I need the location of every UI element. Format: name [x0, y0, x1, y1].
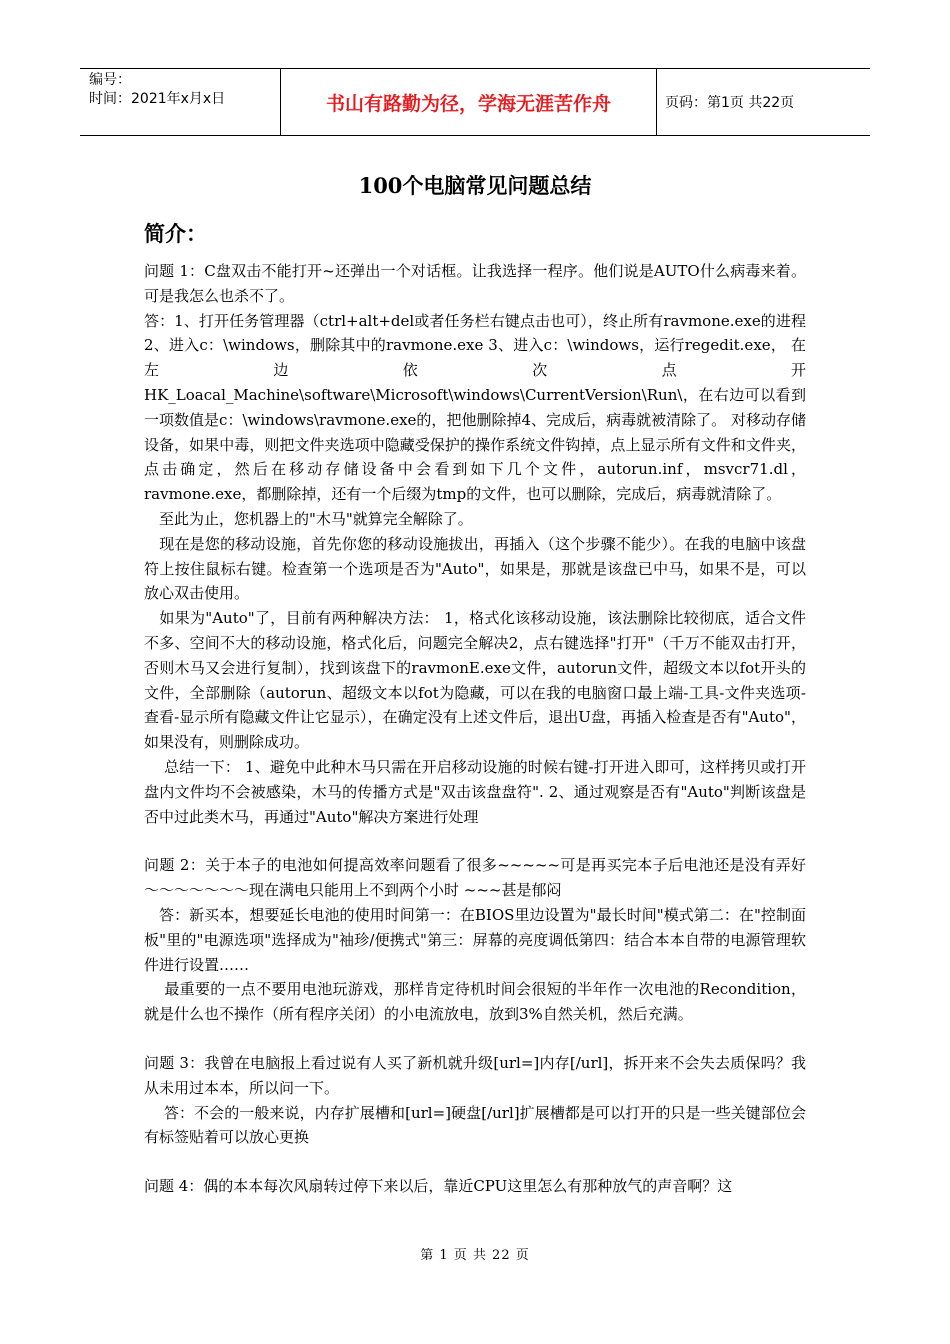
page-header: [80, 68, 870, 136]
answer-1-summary: 总结一下： 1、避免中此种木马只需在开启移动设施的时候右键-打开进入即可，这样拷贝或打开盘内文件均不会被感染，木马的传播方式是"双击该盘盘符". 2、通过观察是否有"Auto"判断该盘是否中过此类木马，再通过"Auto"解决方案进行处理: [144, 757, 806, 826]
answer-1-usb-check: 现在是您的移动设施，首先你您的移动设施拔出，再插入（这个步骤不能少）。在我的电脑中该盘符上按住鼠标右键。检查第一个选项是否为"Auto"，如果是，那就是该盘已中马，如果不是，可以放心双击使用。: [144, 534, 806, 603]
header-motto: 书山有路勤为径，学海无涯苦作舟: [281, 69, 657, 135]
question-1-text: 问题 1：C盘双击不能打开~还弹出一个对话框。让我选择一程序。他们说是AUTO什么病毒来着。可是我怎么也杀不了。: [144, 262, 806, 305]
document-number-label: 编号：: [89, 72, 131, 88]
intro-heading: 简介：: [144, 221, 207, 246]
paragraph-gap: [144, 1150, 806, 1174]
header-info-cell: [80, 69, 281, 135]
question-2-text: 问题 2：关于本子的电池如何提高效率问题看了很多~~~~~可是再买完本子后电池还是没有弄好～～～～～～～现在满电只能用上不到两个小时 ~~~甚是郁闷: [144, 856, 806, 900]
document-body: [144, 259, 806, 1199]
header-page-number: 页码：第1页 共22页: [665, 95, 795, 111]
paragraph-gap: [144, 1027, 806, 1051]
answer-1-text: 答：1、打开任务管理器（ctrl+alt+del或者任务栏右键点击也可），终止所有ravmone.exe的进程2、进入c：\windows，删除其中的ravmone.exe 3、进入c：\windows，运行regedit.exe， 在 左 边 依 次 点 开 HK_Loacal_Machine\software\Microsoft\windows\CurrentVersion\Run\，在右边可以看到一项数值是c：\windows\ravmone.exe的，把他删除掉4、完成后，病毒就被清除了。 对移动存储设备，如果中毒，则把文件夹选项中隐藏受保护的操作系统文件钩掉，点上显示所有文件和文件夹，点击确定，然后在移动存储设备中会看到如下几个文件，autorun.inf，msvcr71.dl，ravmone.exe，都删除掉，还有一个后缀为tmp的文件，也可以删除，完成后，病毒就清除了。: [144, 311, 806, 504]
answer-1-solutions: 如果为"Auto"了，目前有两种解决方法： 1，格式化该移动设施，该法删除比较彻底，适合文件不多、空间不大的移动设施，格式化后，问题完全解决2，点右键选择"打开"（千万不能双击打开，否则木马又会进行复制），找到该盘下的ravmonE.exe文件，autorun文件，超级文本以fot开头的文件，全部删除（autorun、超级文本以fot为隐藏，可以在我的电脑窗口最上端-工具-文件夹选项-查看-显示所有隐藏文件让它显示），在确定没有上述文件后，退出U盘，再插入检查是否有"Auto"，如果没有，则删除成功。: [144, 609, 806, 752]
question-4-text: 问题 4：偶的本本每次风扇转过停下来以后，靠近CPU这里怎么有那种放气的声音啊？这: [144, 1177, 733, 1196]
answer-2-text: 答：新买本，想要延长电池的使用时间第一：在BIOS里边设置为"最长时间"模式第二：在"控制面板"里的"电源选项"选择成为"袖珍/便携式"第三：屏幕的亮度调低第四：结合本本自带的电源管理软件进行设置……: [144, 905, 806, 974]
answer-3-text: 答：不会的一般来说，内存扩展槽和[url=]硬盘[/url]扩展槽都是可以打开的只是一些关键部位会有标签贴着可以放心更换: [144, 1103, 806, 1147]
answer-2-tip: 最重要的一点不要用电池玩游戏，那样肯定待机时间会很短的半年作一次电池的Recondition，就是什么也不操作（所有程序关闭）的小电流放电，放到3%自然关机，然后充满。: [144, 980, 806, 1024]
answer-1-conclusion: 至此为止，您机器上的"木马"就算完全解除了。: [144, 509, 473, 528]
document-date-label: 时间：2021年x月x日: [89, 91, 226, 107]
paragraph-gap: [144, 829, 806, 853]
page-footer: 第 1 页 共 22 页: [420, 1248, 530, 1263]
document-title: 100个电脑常见问题总结: [358, 173, 592, 198]
question-3-text: 问题 3：我曾在电脑报上看过说有人买了新机就升级[url=]内存[/url]，拆开来不会失去质保吗？我从未用过本本，所以问一下。: [144, 1053, 806, 1097]
